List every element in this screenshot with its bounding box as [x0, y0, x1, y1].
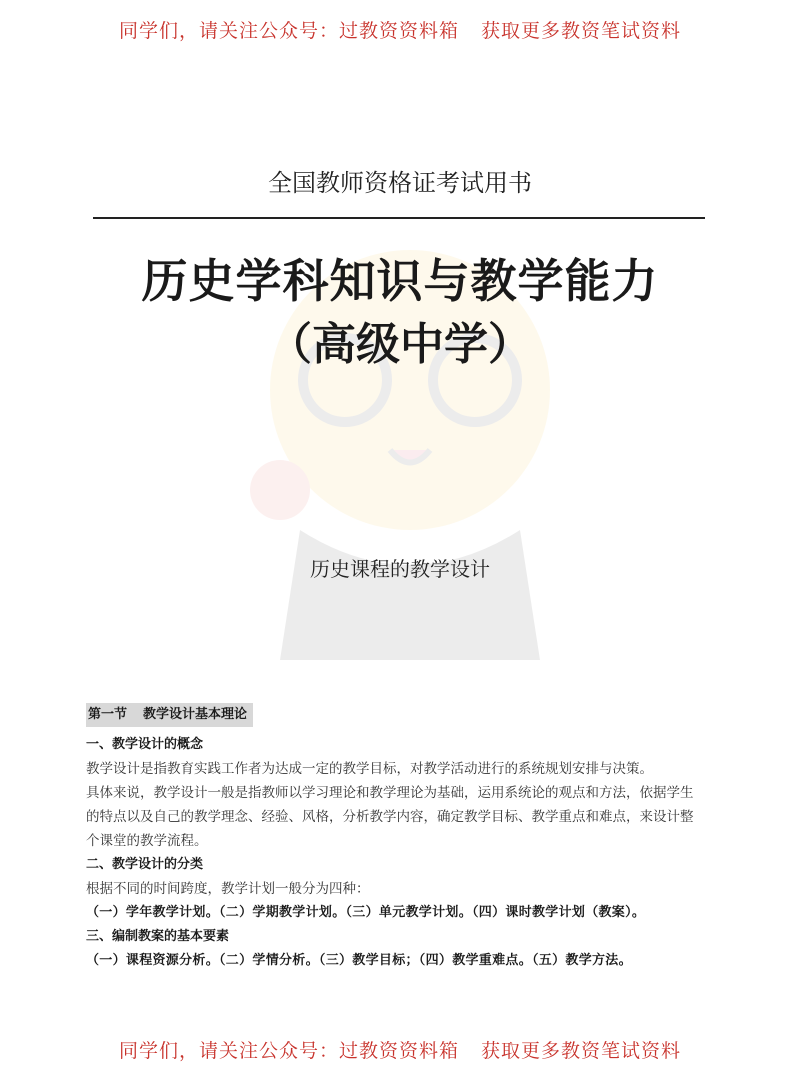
- section-number: 第一节: [88, 707, 128, 722]
- chapter-title: 历史课程的教学设计: [310, 557, 490, 581]
- book-title: 历史学科知识与教学能力: [141, 254, 659, 308]
- heading-concept: 一、教学设计的概念: [86, 737, 204, 752]
- elements-list: （一）课程资源分析。（二）学情分析。（三）教学目标；（四）教学重难点。（五）教学方法。: [86, 953, 632, 968]
- heading-classification: 二、教学设计的分类: [86, 857, 204, 872]
- paragraph-3: 的特点以及自己的教学理念、经验、风格，分析教学内容，确定教学目标、教学重点和难点，来设计整: [86, 809, 694, 825]
- banner-text-1: 同学们，请关注公众号：过教资资料箱: [118, 1040, 459, 1062]
- heading-elements: 三、编制教案的基本要素: [86, 929, 230, 944]
- title-divider: [93, 217, 705, 219]
- paragraph-1: 教学设计是指教育实践工作者为达成一定的教学目标，对教学活动进行的系统规划安排与决策。: [86, 761, 653, 777]
- series-title: 全国教师资格证考试用书: [268, 169, 532, 197]
- banner-text-1: 同学们，请关注公众号：过教资资料箱: [118, 20, 459, 42]
- book-subtitle: （高级中学）: [268, 319, 532, 370]
- bottom-banner: [0, 1036, 800, 1063]
- banner-text-2: 获取更多教资笔试资料: [481, 20, 682, 42]
- banner-text-2: 获取更多教资笔试资料: [481, 1040, 682, 1062]
- paragraph-2: 具体来说，教学设计一般是指教师以学习理论和教学理论为基础，运用系统论的观点和方法，依据学生: [86, 785, 694, 801]
- top-banner: [0, 16, 800, 43]
- paragraph-5: 根据不同的时间跨度，教学计划一般分为四种：: [86, 881, 370, 897]
- content-body: [86, 702, 716, 973]
- paragraph-4: 个课堂的教学流程。: [86, 833, 208, 849]
- section-heading: [86, 703, 253, 727]
- section-title: 教学设计基本理论: [143, 707, 248, 722]
- plan-types-list: （一）学年教学计划。（二）学期教学计划。（三）单元教学计划。（四）课时教学计划（教案）。: [86, 905, 646, 920]
